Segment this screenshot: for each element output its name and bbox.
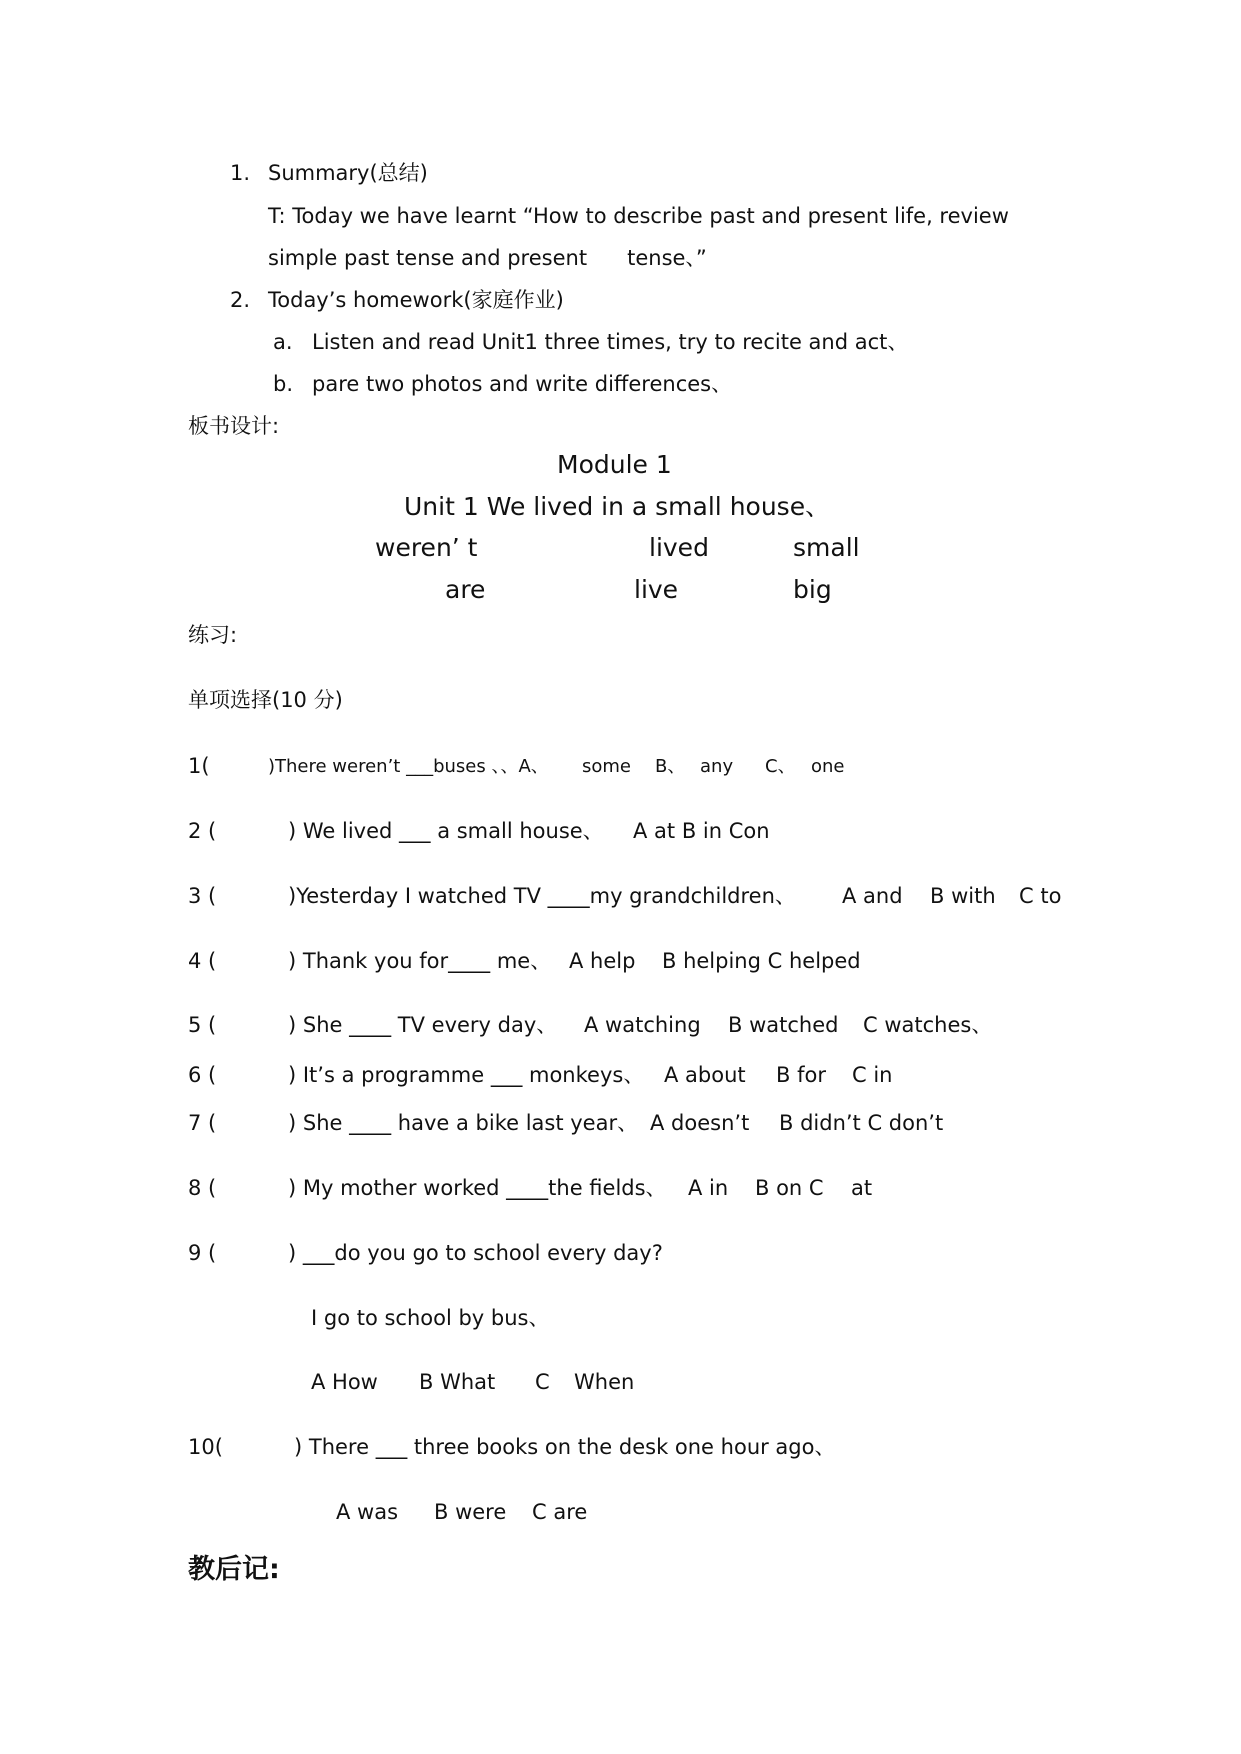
question-10-stem: ) There ___ three books on the desk one hour ago、 — [294, 1435, 836, 1459]
question-9-option-b: B What — [419, 1370, 496, 1394]
board-word-big: big — [793, 575, 832, 604]
question-9-option-c-marker: C — [535, 1370, 550, 1394]
question-8-stem: ) My mother worked ____the fields、 — [288, 1176, 667, 1200]
question-9-option-c: When — [574, 1370, 635, 1394]
homework-heading: Today’s homework(家庭作业) — [268, 288, 564, 312]
board-word-lived: lived — [649, 533, 709, 562]
question-10-number: 10( — [188, 1435, 223, 1459]
homework-item-marker-b: b. — [273, 372, 294, 396]
question-6-number: 6 ( — [188, 1063, 217, 1087]
question-10-option-a: A was — [336, 1500, 399, 1524]
question-8-option-b: B on C — [755, 1176, 824, 1200]
board-design-label: 板书设计: — [188, 414, 280, 438]
board-word-are: are — [445, 575, 486, 604]
summary-number: 1. — [230, 161, 251, 185]
question-5-option-c: C watches、 — [863, 1013, 993, 1037]
question-9-stem: ) ___do you go to school every day? — [288, 1241, 663, 1265]
question-5-stem: ) She ____ TV every day、 — [288, 1013, 558, 1037]
question-2-number: 2 ( — [188, 819, 217, 843]
summary-line-1: T: Today we have learnt “How to describe past and present life, review — [268, 204, 1009, 228]
question-3-number: 3 ( — [188, 884, 217, 908]
board-word-werent: weren’ t — [375, 533, 478, 562]
question-5-option-b: B watched — [728, 1013, 839, 1037]
question-3-option-a: A and — [842, 884, 903, 908]
question-4-option-a: A help — [569, 949, 636, 973]
question-8-option-a: A in — [688, 1176, 729, 1200]
question-8-number: 8 ( — [188, 1176, 217, 1200]
question-4-number: 4 ( — [188, 949, 217, 973]
homework-item-b: pare two photos and write differences、 — [312, 372, 733, 396]
board-module-title: Module 1 — [557, 450, 672, 479]
board-unit-title: Unit 1 We lived in a small house、 — [404, 492, 831, 521]
question-1-option-b: any — [700, 756, 734, 777]
question-2-options: A at B in Con — [633, 819, 770, 843]
practice-label: 练习: — [188, 623, 238, 647]
board-word-live: live — [634, 575, 679, 604]
summary-heading: Summary(总结) — [268, 161, 428, 185]
question-8-option-c: at — [851, 1176, 873, 1200]
question-6-stem: ) It’s a programme ___ monkeys、 — [288, 1063, 645, 1087]
question-1-option-c: one — [811, 756, 845, 777]
question-2-stem: ) We lived ___ a small house、 — [288, 819, 604, 843]
homework-item-marker-a: a. — [273, 330, 293, 354]
question-1-option-c-marker: C、 — [765, 756, 796, 777]
question-4-stem: ) Thank you for____ me、 — [288, 949, 552, 973]
question-5-option-a: A watching — [584, 1013, 701, 1037]
summary-line-2: simple past tense and present tense、” — [268, 246, 707, 270]
homework-number: 2. — [230, 288, 251, 312]
question-7-number: 7 ( — [188, 1111, 217, 1135]
question-1-option-b-marker: B、 — [655, 756, 686, 777]
question-3-option-b: B with — [930, 884, 996, 908]
question-1-option-a: some — [582, 756, 631, 777]
question-3-stem: )Yesterday I watched TV ____my grandchildren、 — [288, 884, 796, 908]
question-10-option-c: C are — [532, 1500, 588, 1524]
question-1-stem: )There weren’t ___buses 、、A、 — [268, 756, 549, 777]
teaching-reflection-label: 教后记: — [188, 1554, 280, 1585]
question-10-option-b: B were — [434, 1500, 507, 1524]
question-6-option-c: C in — [852, 1063, 893, 1087]
section-heading: 单项选择(10 分) — [188, 688, 343, 712]
question-7-option-a: A doesn’t — [650, 1111, 750, 1135]
question-7-option-b-c: B didn’t C don’t — [779, 1111, 944, 1135]
question-1-number: 1( — [188, 754, 210, 778]
board-word-small: small — [793, 533, 860, 562]
question-9-answer-line: I go to school by bus、 — [311, 1306, 550, 1330]
question-7-stem: ) She ____ have a bike last year、 — [288, 1111, 639, 1135]
question-4-option-b-c: B helping C helped — [662, 949, 861, 973]
question-6-option-b: B for — [776, 1063, 826, 1087]
question-9-number: 9 ( — [188, 1241, 217, 1265]
question-9-option-a: A How — [311, 1370, 378, 1394]
question-6-option-a: A about — [664, 1063, 746, 1087]
homework-item-a: Listen and read Unit1 three times, try to recite and act、 — [312, 330, 909, 354]
question-3-option-c: C to — [1019, 884, 1062, 908]
question-5-number: 5 ( — [188, 1013, 217, 1037]
